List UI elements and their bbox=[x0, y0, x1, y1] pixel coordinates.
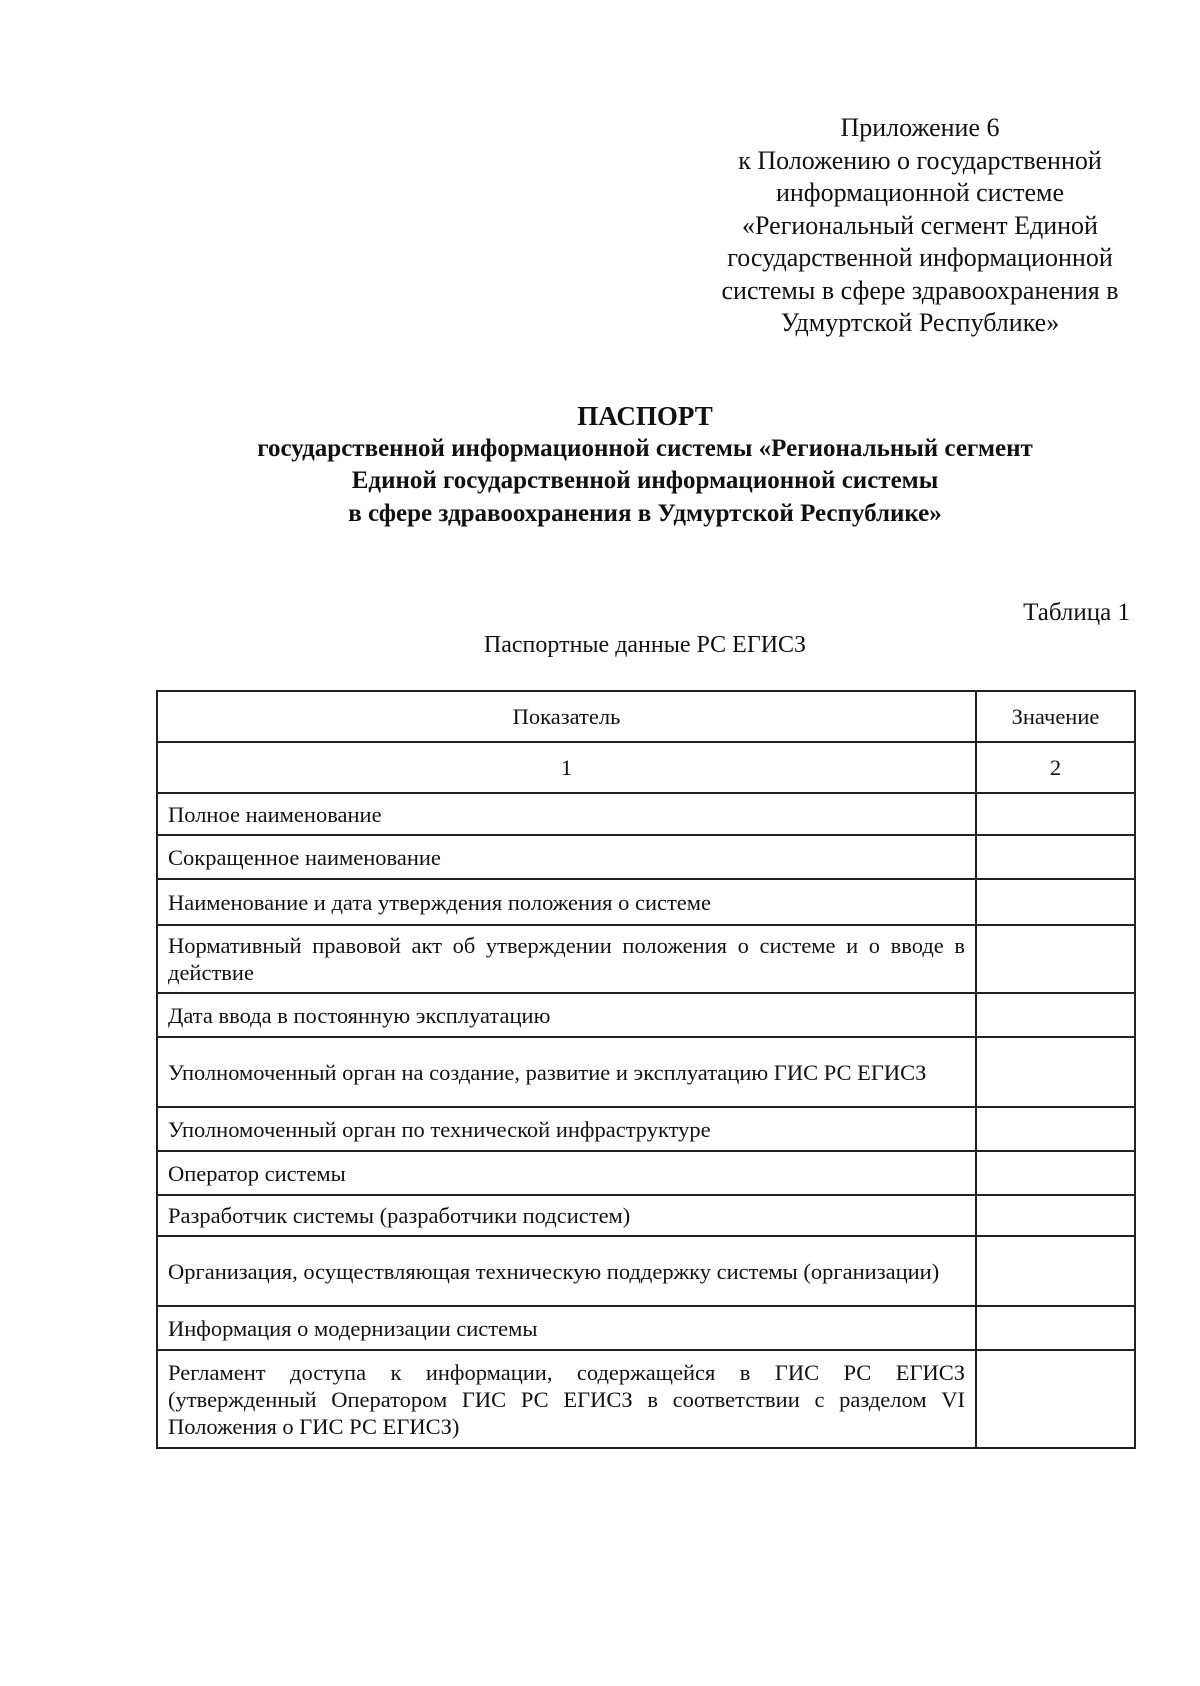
appendix-header bbox=[690, 112, 1150, 340]
column-number: 1 bbox=[157, 742, 976, 793]
indicator-cell: Уполномоченный орган по технической инфраструктуре bbox=[157, 1107, 976, 1151]
table-row bbox=[157, 1037, 1135, 1107]
appendix-line: системы в сфере здравоохранения в bbox=[721, 275, 1119, 305]
value-cell bbox=[976, 879, 1135, 925]
header-indicator: Показатель bbox=[157, 691, 976, 742]
value-cell bbox=[976, 925, 1135, 993]
value-cell bbox=[976, 1350, 1135, 1448]
indicator-cell: Уполномоченный орган на создание, развитие и эксплуатацию ГИС РС ЕГИСЗ bbox=[157, 1037, 976, 1107]
appendix-line: государственной информационной bbox=[727, 243, 1113, 272]
table-row bbox=[157, 1236, 1135, 1306]
appendix-line: Приложение 6 bbox=[840, 113, 1000, 142]
table-row bbox=[157, 1350, 1135, 1448]
header-value: Значение bbox=[976, 691, 1135, 742]
table-header-row bbox=[157, 691, 1135, 742]
value-cell bbox=[976, 993, 1135, 1037]
table-row bbox=[157, 1107, 1135, 1151]
value-cell bbox=[976, 1306, 1135, 1350]
value-cell bbox=[976, 1195, 1135, 1236]
indicator-cell: Полное наименование bbox=[157, 793, 976, 835]
value-cell bbox=[976, 1236, 1135, 1306]
table-caption: Паспортные данные РС ЕГИСЗ bbox=[483, 632, 807, 658]
indicator-cell: Сокращенное наименование bbox=[157, 835, 976, 879]
indicator-cell: Регламент доступа к информации, содержащейся в ГИС РС ЕГИСЗ (утвержденный Оператором ГИС РС ЕГИСЗ в соответствии с разделом VI Положения о ГИС РС ЕГИСЗ) bbox=[157, 1350, 976, 1448]
appendix-line: информационной системе bbox=[775, 178, 1065, 207]
title-line: государственной информационной системы «Региональный сегмент bbox=[257, 434, 1033, 462]
table-row bbox=[157, 879, 1135, 925]
table-row bbox=[157, 793, 1135, 835]
indicator-cell: Наименование и дата утверждения положения о системе bbox=[157, 879, 976, 925]
value-cell bbox=[976, 1107, 1135, 1151]
indicator-cell: Информация о модернизации системы bbox=[157, 1306, 976, 1350]
indicator-cell: Дата ввода в постоянную эксплуатацию bbox=[157, 993, 976, 1037]
appendix-line: «Региональный сегмент Единой bbox=[742, 210, 1098, 240]
title-line: Единой государственной информационной системы bbox=[351, 467, 939, 494]
column-number: 2 bbox=[976, 742, 1135, 793]
table-row bbox=[157, 1306, 1135, 1350]
value-cell bbox=[976, 1151, 1135, 1195]
table-row bbox=[157, 835, 1135, 879]
document-title bbox=[150, 400, 1140, 530]
table-row bbox=[157, 1151, 1135, 1195]
table-number: Таблица 1 bbox=[1023, 599, 1130, 626]
table-row bbox=[157, 993, 1135, 1037]
indicator-cell: Разработчик системы (разработчики подсистем) bbox=[157, 1195, 976, 1236]
value-cell bbox=[976, 1037, 1135, 1107]
indicator-cell: Оператор системы bbox=[157, 1151, 976, 1195]
table-row bbox=[157, 925, 1135, 993]
value-cell bbox=[976, 793, 1135, 835]
passport-table bbox=[156, 690, 1136, 1449]
indicator-cell: Нормативный правовой акт об утверждении положения о системе и о вводе в действие bbox=[157, 925, 976, 993]
appendix-line: Удмуртской Республике» bbox=[780, 308, 1060, 337]
column-number-row bbox=[157, 742, 1135, 793]
title-main: ПАСПОРТ bbox=[577, 401, 713, 431]
title-line: в сфере здравоохранения в Удмуртской Республике» bbox=[348, 499, 942, 527]
table-row bbox=[157, 1195, 1135, 1236]
value-cell bbox=[976, 835, 1135, 879]
indicator-cell: Организация, осуществляющая техническую поддержку системы (организации) bbox=[157, 1236, 976, 1306]
appendix-line: к Положению о государственной bbox=[738, 145, 1102, 175]
